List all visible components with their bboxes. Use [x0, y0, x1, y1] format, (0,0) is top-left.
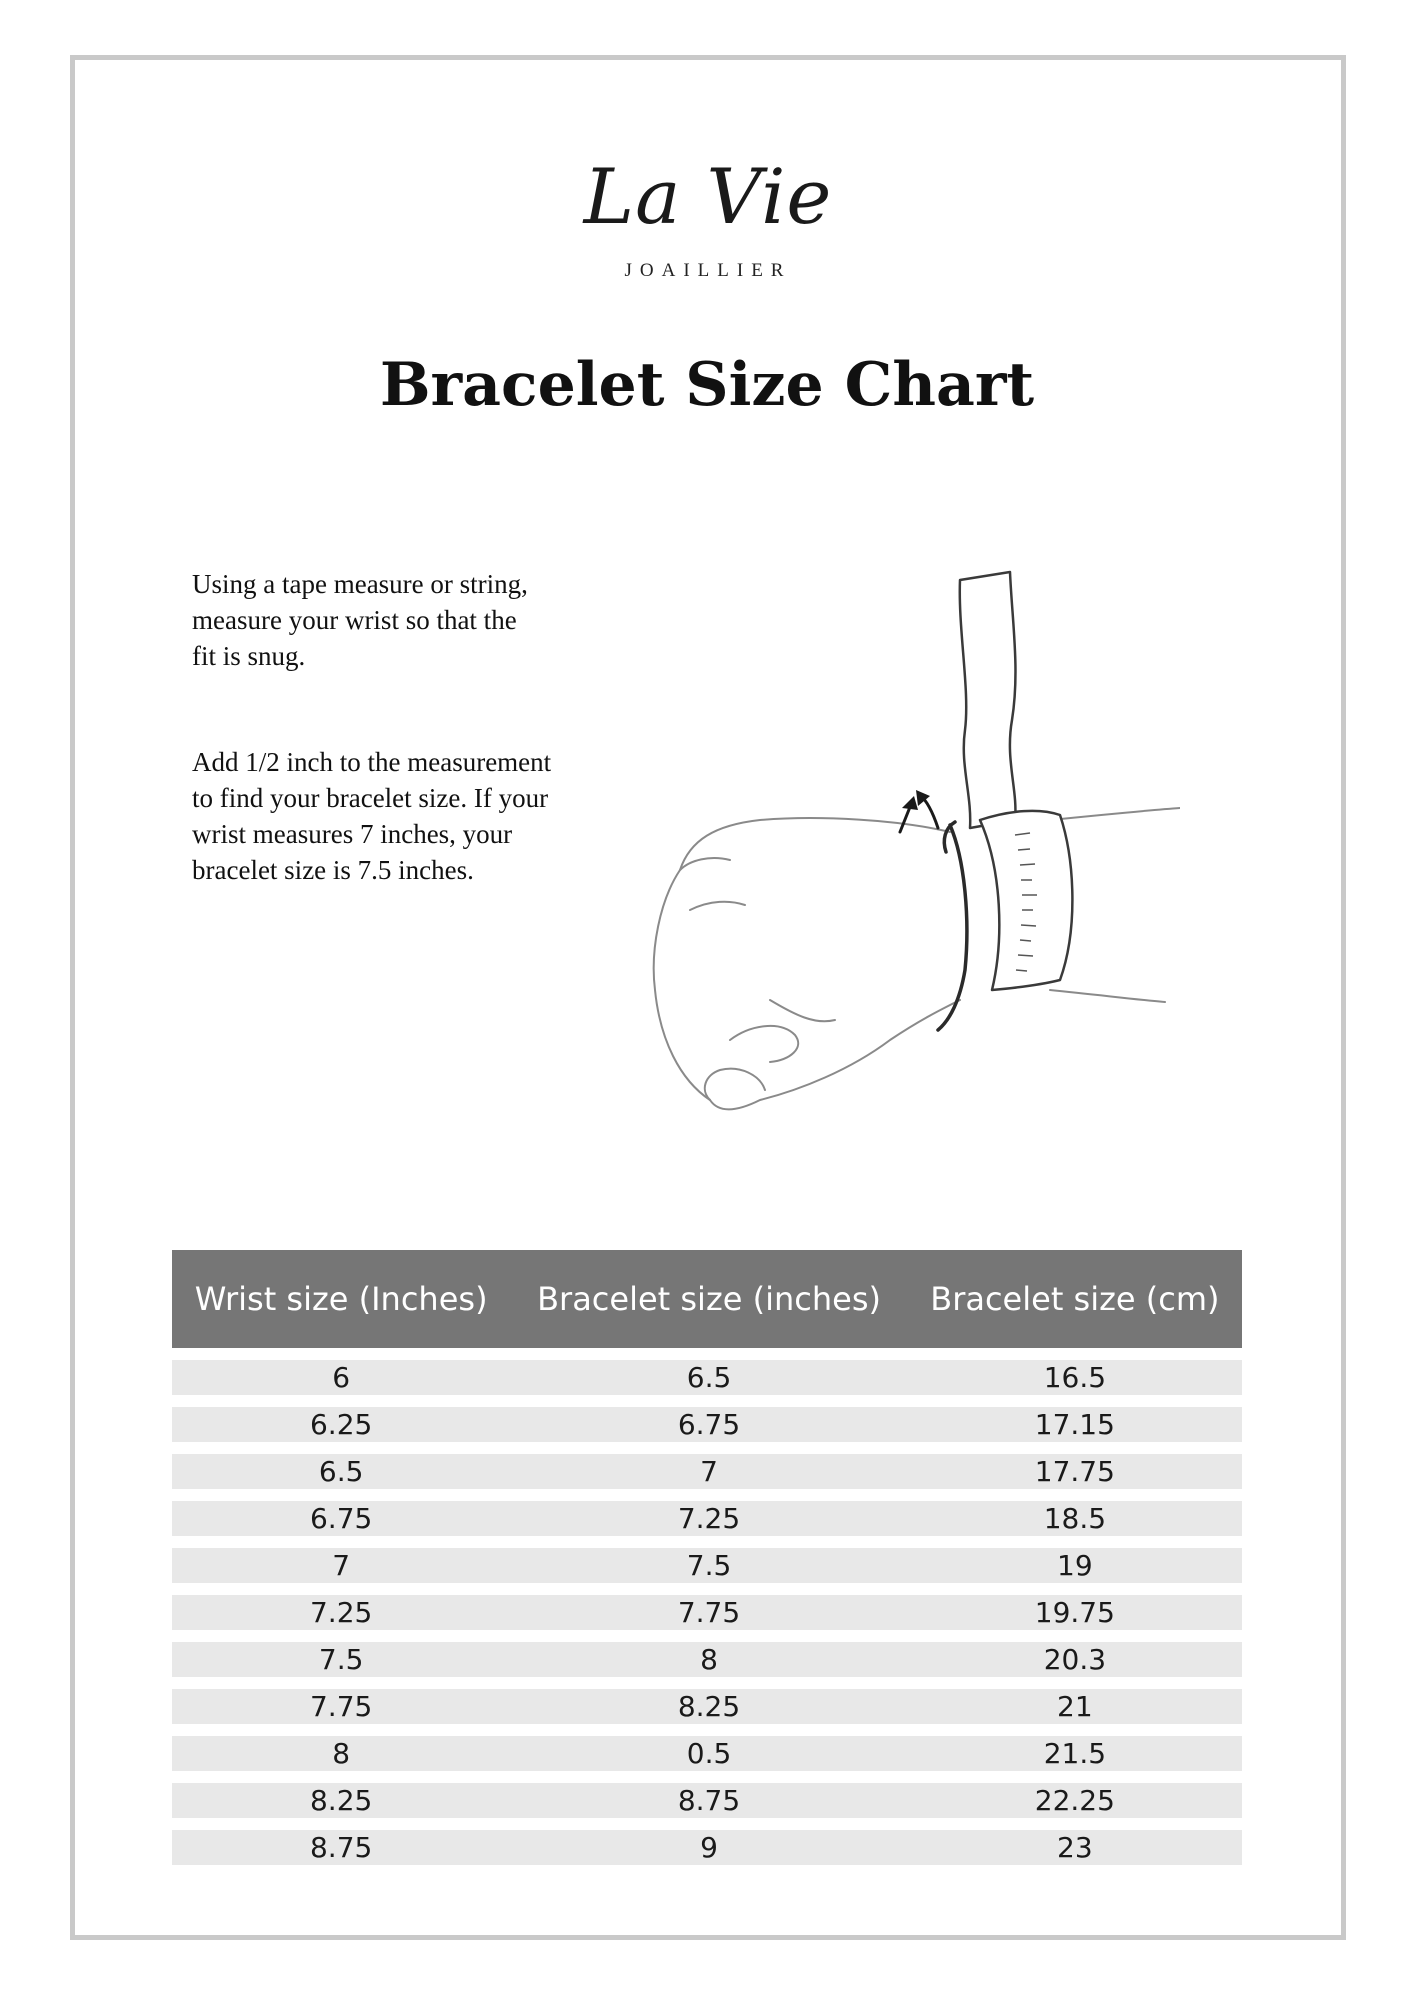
cell-wrist: 8.25: [172, 1783, 510, 1818]
brand-logo: [566, 142, 850, 294]
cell-wrist: 6.75: [172, 1501, 510, 1536]
cell-wrist: 6.5: [172, 1454, 510, 1489]
table-row: [172, 1736, 1242, 1771]
cell-wrist: 8.75: [172, 1830, 510, 1865]
cell-bracelet-cm: 18.5: [908, 1501, 1242, 1536]
cell-wrist: 7.25: [172, 1595, 510, 1630]
instruction-add-half-inch: Add 1/2 inch to the measurement to find your bracelet size. If your wrist measures 7 inches, your bracelet size is 7.5 inches.: [192, 747, 552, 885]
header-bracelet-size-cm: Bracelet size (cm): [908, 1250, 1242, 1348]
table-row: [172, 1830, 1242, 1865]
cell-bracelet-inches: 9: [510, 1830, 907, 1865]
cell-bracelet-inches: 6.5: [510, 1360, 907, 1395]
brand-sub-name: JOAILLIER: [624, 260, 792, 281]
table-row: [172, 1642, 1242, 1677]
cell-wrist: 7.75: [172, 1689, 510, 1724]
header-bracelet-size-inches: Bracelet size (inches): [510, 1250, 907, 1348]
cell-bracelet-cm: 16.5: [908, 1360, 1242, 1395]
table-header-row: [172, 1250, 1242, 1348]
table-row: [172, 1548, 1242, 1583]
size-table: [172, 1238, 1242, 1877]
cell-wrist: 7: [172, 1548, 510, 1583]
table-row: [172, 1783, 1242, 1818]
table-row: [172, 1501, 1242, 1536]
table-row: [172, 1454, 1242, 1489]
cell-wrist: 8: [172, 1736, 510, 1771]
cell-bracelet-inches: 7.75: [510, 1595, 907, 1630]
cell-bracelet-cm: 21: [908, 1689, 1242, 1724]
cell-wrist: 6: [172, 1360, 510, 1395]
cell-bracelet-inches: 8: [510, 1642, 907, 1677]
instructions: [192, 566, 662, 958]
cell-wrist: 7.5: [172, 1642, 510, 1677]
cell-bracelet-inches: 7.25: [510, 1501, 907, 1536]
cell-bracelet-cm: 22.25: [908, 1783, 1242, 1818]
cell-bracelet-inches: 8.25: [510, 1689, 907, 1724]
cell-bracelet-cm: 17.75: [908, 1454, 1242, 1489]
instruction-measure: Using a tape measure or string, measure your wrist so that the fit is snug.: [192, 569, 528, 671]
cell-bracelet-inches: 6.75: [510, 1407, 907, 1442]
brand-script-name: La Vie: [583, 152, 833, 241]
table-row: [172, 1407, 1242, 1442]
cell-bracelet-inches: 0.5: [510, 1736, 907, 1771]
cell-bracelet-cm: 17.15: [908, 1407, 1242, 1442]
table-row: [172, 1595, 1242, 1630]
header-wrist-size: Wrist size (Inches): [172, 1250, 510, 1348]
wrist-measuring-tape-icon: [620, 570, 1180, 1150]
cell-bracelet-cm: 23: [908, 1830, 1242, 1865]
table-row: [172, 1689, 1242, 1724]
cell-bracelet-inches: 7: [510, 1454, 907, 1489]
cell-bracelet-inches: 8.75: [510, 1783, 907, 1818]
cell-bracelet-cm: 19: [908, 1548, 1242, 1583]
cell-bracelet-cm: 20.3: [908, 1642, 1242, 1677]
cell-bracelet-inches: 7.5: [510, 1548, 907, 1583]
cell-bracelet-cm: 21.5: [908, 1736, 1242, 1771]
table-row: [172, 1360, 1242, 1395]
cell-wrist: 6.25: [172, 1407, 510, 1442]
cell-bracelet-cm: 19.75: [908, 1595, 1242, 1630]
page-title: Bracelet Size Chart: [379, 350, 1035, 420]
